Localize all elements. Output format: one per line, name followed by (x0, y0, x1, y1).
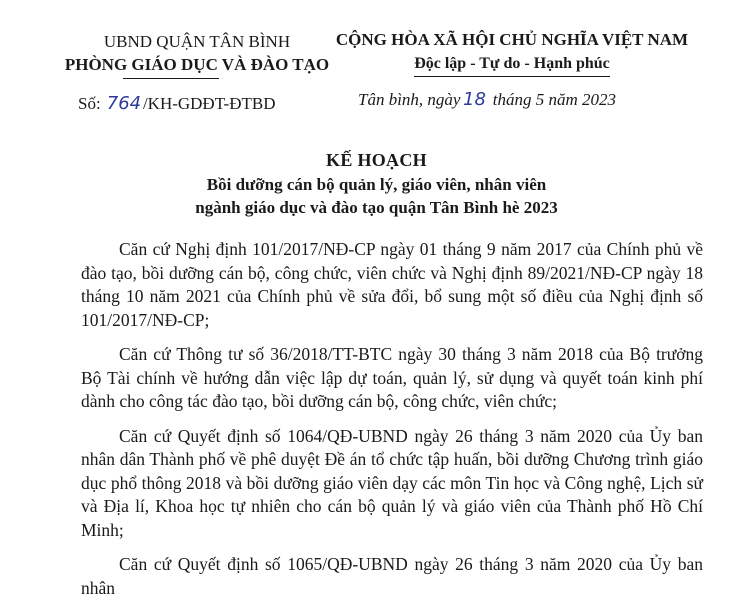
subject-line-1: Bồi dưỡng cán bộ quản lý, giáo viên, nhân viên (206, 175, 547, 194)
parent-organization: UBND QUẬN TÂN BÌNH (103, 32, 291, 51)
paragraph: Căn cứ Thông tư số 36/2018/TT-BTC ngày 30 tháng 3 năm 2018 của Bộ trưởng Bộ Tài chính về hướng dẫn việc lập dự toán, quản lý, sử dụng và quyết toán kinh phí dành cho công tác đào tạo, bồi dưỡng cán bộ, công chức, viên chức; (81, 344, 703, 411)
handwritten-day: 18 (463, 89, 486, 110)
country-name: CỘNG HÒA XÃ HỘI CHỦ NGHĨA VIỆT NAM (335, 30, 689, 49)
issuing-authority (42, 30, 352, 76)
document-number-prefix: Số: (78, 94, 101, 113)
issuing-department: PHÒNG GIÁO DỤC VÀ ĐÀO TẠO (64, 55, 330, 74)
subject-line-2: ngành giáo dục và đào tạo quận Tân Bình hè 2023 (195, 198, 558, 217)
document-body (81, 238, 703, 611)
issue-place: Tân bình, ngày (358, 90, 461, 109)
paragraph: Căn cứ Quyết định số 1064/QĐ-UBND ngày 26 tháng 3 năm 2020 của Ủy ban nhân dân Thành phố về phê duyệt Đề án tổ chức tập huấn, bồi dưỡng Chương trình giáo dục phổ thông 2018 và bồi dưỡng giáo viên dạy các môn Tin học và Công nghệ, Lịch sử và Địa lí, Khoa học tự nhiên cho cán bộ quản lý và giáo viên của Thành phố Hồ Chí Minh; (81, 425, 703, 540)
document-type-title: KẾ HOẠCH (326, 150, 427, 170)
national-motto: Độc lập - Tự do - Hạnh phúc (414, 52, 610, 75)
document-number (78, 92, 275, 115)
national-header (322, 28, 702, 75)
handwritten-number: 764 (106, 93, 142, 114)
paragraph: Căn cứ Nghị định 101/2017/NĐ-CP ngày 01 tháng 9 năm 2017 của Chính phủ về đào tạo, bồi dưỡng cán bộ, công chức, viên chức và Nghị định 89/2021/NĐ-CP ngày 18 tháng 10 năm 2021 của Chính phủ về sửa đổi, bổ sung một số điều của Nghị định số 101/2017/NĐ-CP; (81, 239, 703, 330)
issue-date (358, 88, 616, 111)
document-number-suffix: /KH-GDĐT-ĐTBD (142, 94, 276, 113)
paragraph: Căn cứ Quyết định số 1065/QĐ-UBND ngày 26 tháng 3 năm 2020 của Ủy ban nhân (81, 554, 703, 598)
document-subject (0, 173, 753, 219)
issue-month-year: tháng 5 năm 2023 (488, 90, 616, 109)
